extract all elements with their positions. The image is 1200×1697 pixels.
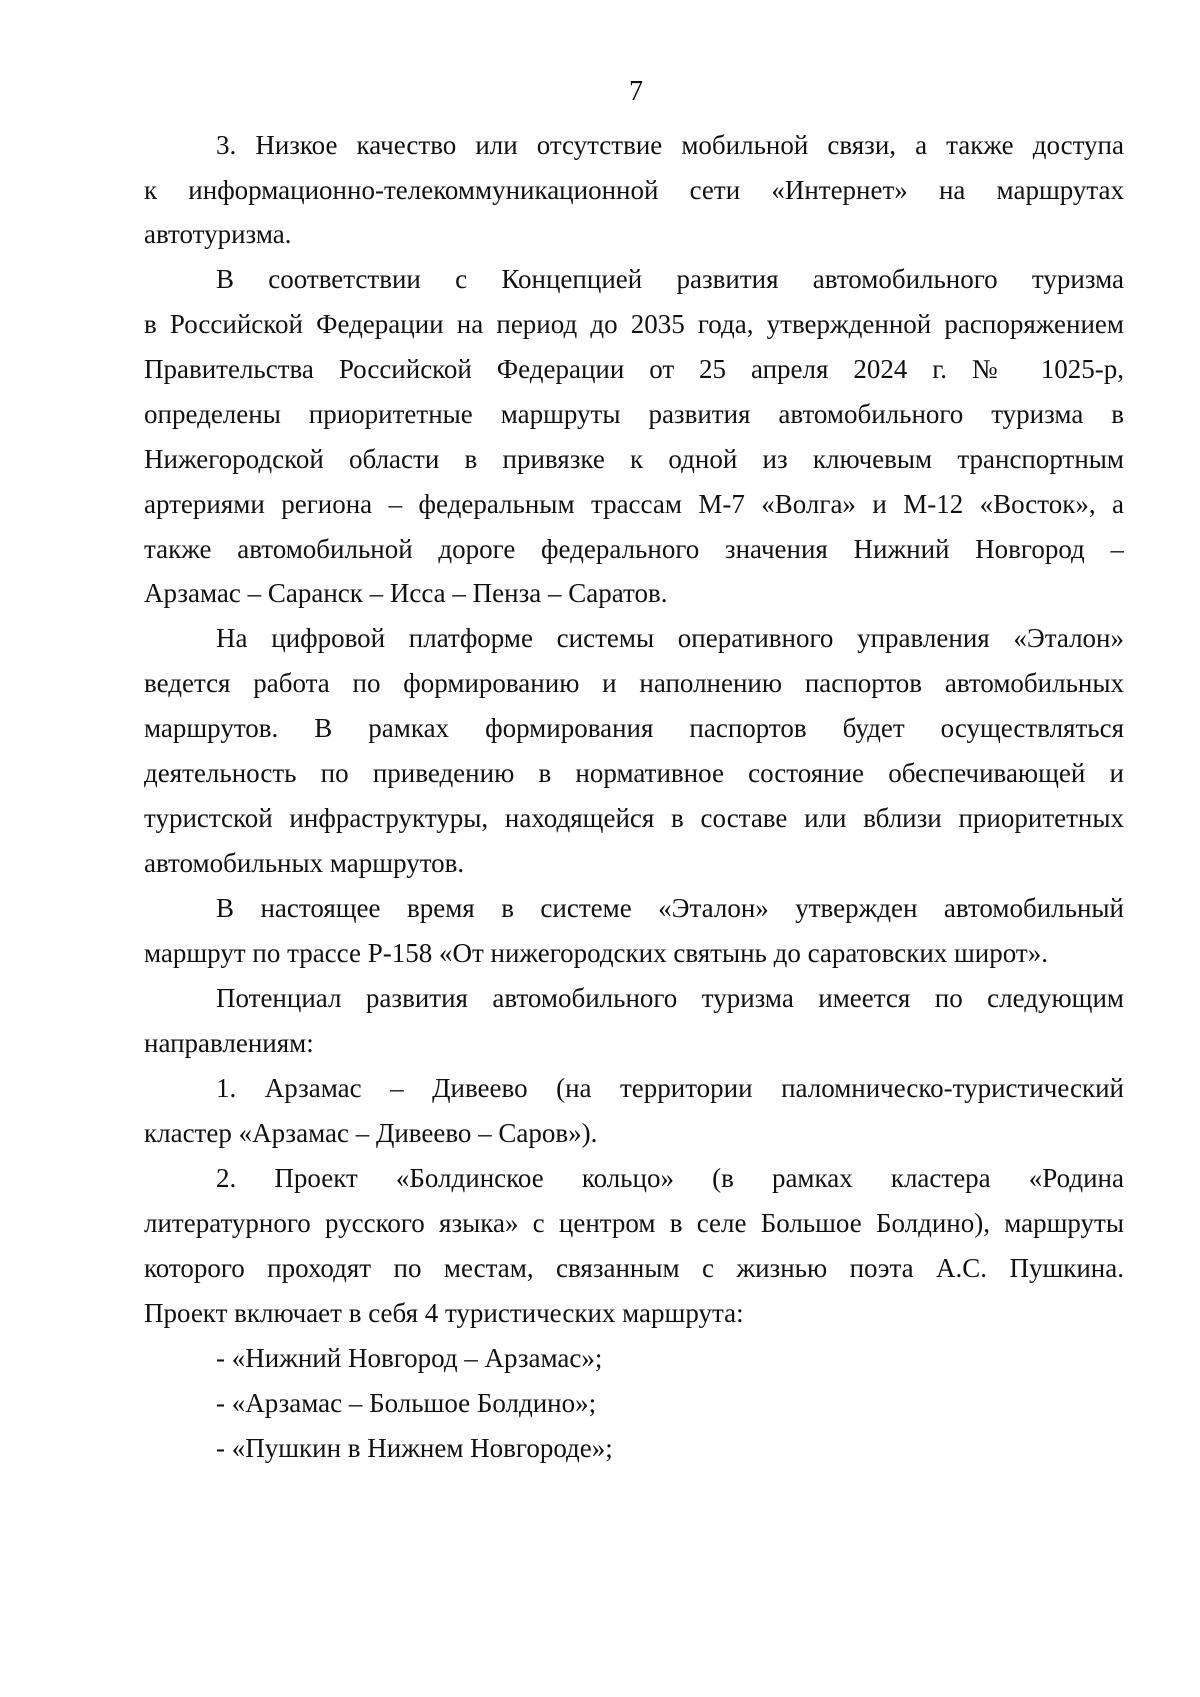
text-line: к информационно-телекоммуникационной сети «Интернет» на маршрутах [144,175,1124,205]
text-line: 2. Проект «Болдинское кольцо» (в рамках кластера «Родина [216,1163,1124,1193]
text-line: туристской инфраструктуры, находящейся в составе или вблизи приоритетных [144,803,1124,833]
text-line: деятельность по приведению в нормативное состояние обеспечивающей и [144,758,1124,788]
text-line: - «Пушкин в Нижнем Новгороде»; [216,1433,613,1463]
text-line: 3. Низкое качество или отсутствие мобильной связи, а также доступа [216,130,1124,160]
text-line: которого проходят по местам, связанным с жизнью поэта А.С. Пушкина. [144,1253,1124,1283]
text-line: литературного русского языка» с центром в селе Большое Болдино), маршруты [144,1208,1124,1238]
text-line: Правительства Российской Федерации от 25 апреля 2024 г. № 1025-р, [144,354,1124,384]
text-line: ведется работа по формированию и наполнению паспортов автомобильных [144,668,1124,698]
page-number: 7 [629,76,643,107]
text-line: Арзамас – Саранск – Исса – Пенза – Саратов. [144,578,668,608]
text-line: определены приоритетные маршруты развития автомобильного туризма в [144,399,1124,429]
text-line: Проект включает в себя 4 туристических маршрута: [144,1298,744,1328]
text-line: В настоящее время в системе «Эталон» утвержден автомобильный [216,893,1124,923]
text-line: артериями региона – федеральным трассам М-7 «Волга» и М-12 «Восток», а [144,489,1124,519]
text-line: маршрут по трассе Р-158 «От нижегородских святынь до саратовских широт». [144,938,1048,968]
text-line: направлениям: [144,1028,314,1058]
text-line: Потенциал развития автомобильного туризма имеется по следующим [216,983,1124,1013]
text-line: Нижегородской области в привязке к одной из ключевым транспортным [144,444,1124,474]
text-line: На цифровой платформе системы оперативного управления «Эталон» [216,623,1124,653]
text-line: - «Нижний Новгород – Арзамас»; [216,1343,603,1373]
text-line: в Российской Федерации на период до 2035 года, утвержденной распоряжением [144,309,1124,339]
text-line: В соответствии с Концепцией развития автомобильного туризма [216,264,1124,294]
text-line: автомобильных маршрутов. [144,848,465,878]
text-line: 1. Арзамас – Дивеево (на территории паломническо-туристический [216,1073,1124,1103]
text-line: маршрутов. В рамках формирования паспортов будет осуществляться [144,713,1124,743]
text-line: также автомобильной дороге федерального значения Нижний Новгород – [144,534,1124,564]
text-line: автотуризма. [144,219,292,249]
text-line: - «Арзамас – Большое Болдино»; [216,1388,597,1418]
text-line: кластер «Арзамас – Дивеево – Саров»). [144,1118,598,1148]
